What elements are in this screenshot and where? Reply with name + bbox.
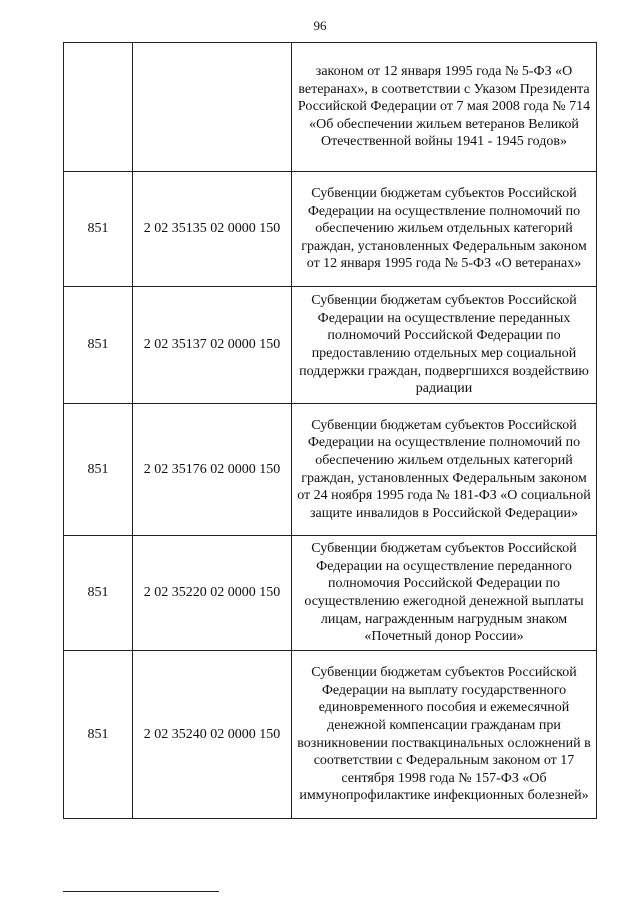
budget-code-cell: 2 02 35137 02 0000 150	[133, 287, 292, 404]
budget-code-cell: 2 02 35240 02 0000 150	[133, 651, 292, 819]
revenue-name-cell: Субвенции бюджетам субъектов Российской Федерации на выплату государственного единовременного пособия и ежемесячной денежной компенсации гражданам при возникновении поствакцинальных осложнений в соответствии с Федеральным законом от 17 сентября 1998 года № 157-ФЗ «Об иммунопрофилактике инфекционных болезней»	[292, 651, 597, 819]
footer-divider	[63, 891, 219, 892]
table-row	[64, 404, 597, 536]
revenue-name-cell: Субвенции бюджетам субъектов Российской Федерации на осуществление полномочий по обеспечению жильем отдельных категорий граждан, установленных Федеральным законом от 12 января 1995 года № 5-ФЗ «О ветеранах»	[292, 172, 597, 287]
revenue-name-cell: законом от 12 января 1995 года № 5-ФЗ «О ветеранах», в соответствии с Указом Президента Российской Федерации от 7 мая 2008 года № 714 «Об обеспечении жильем ветеранов Великой Отечественной войны 1941 - 1945 годов»	[292, 43, 597, 172]
table-row	[64, 172, 597, 287]
budget-code-cell: 2 02 35176 02 0000 150	[133, 404, 292, 536]
admin-code-cell	[64, 43, 133, 172]
revenue-name-cell: Субвенции бюджетам субъектов Российской Федерации на осуществление полномочий по обеспечению жильем отдельных категорий граждан, установленных Федеральным законом от 24 ноября 1995 года № 181-ФЗ «О социальной защите инвалидов в Российской Федерации»	[292, 404, 597, 536]
budget-classification-table	[63, 42, 597, 819]
admin-code-cell: 851	[64, 536, 133, 651]
budget-code-cell	[133, 43, 292, 172]
admin-code-cell: 851	[64, 651, 133, 819]
budget-code-cell: 2 02 35220 02 0000 150	[133, 536, 292, 651]
table-row	[64, 651, 597, 819]
admin-code-cell: 851	[64, 172, 133, 287]
admin-code-cell: 851	[64, 287, 133, 404]
table-row	[64, 536, 597, 651]
table-row	[64, 43, 597, 172]
page-number: 96	[313, 18, 327, 33]
budget-code-cell: 2 02 35135 02 0000 150	[133, 172, 292, 287]
admin-code-cell: 851	[64, 404, 133, 536]
revenue-name-cell: Субвенции бюджетам субъектов Российской Федерации на осуществление переданного полномочия Российской Федерации по осуществлению ежегодной денежной выплаты лицам, награжденным нагрудным знаком «Почетный донор России»	[292, 536, 597, 651]
revenue-name-cell: Субвенции бюджетам субъектов Российской Федерации на осуществление переданных полномочий Российской Федерации по предоставлению отдельных мер социальной поддержки граждан, подвергшихся воздействию радиации	[292, 287, 597, 404]
table-row	[64, 287, 597, 404]
